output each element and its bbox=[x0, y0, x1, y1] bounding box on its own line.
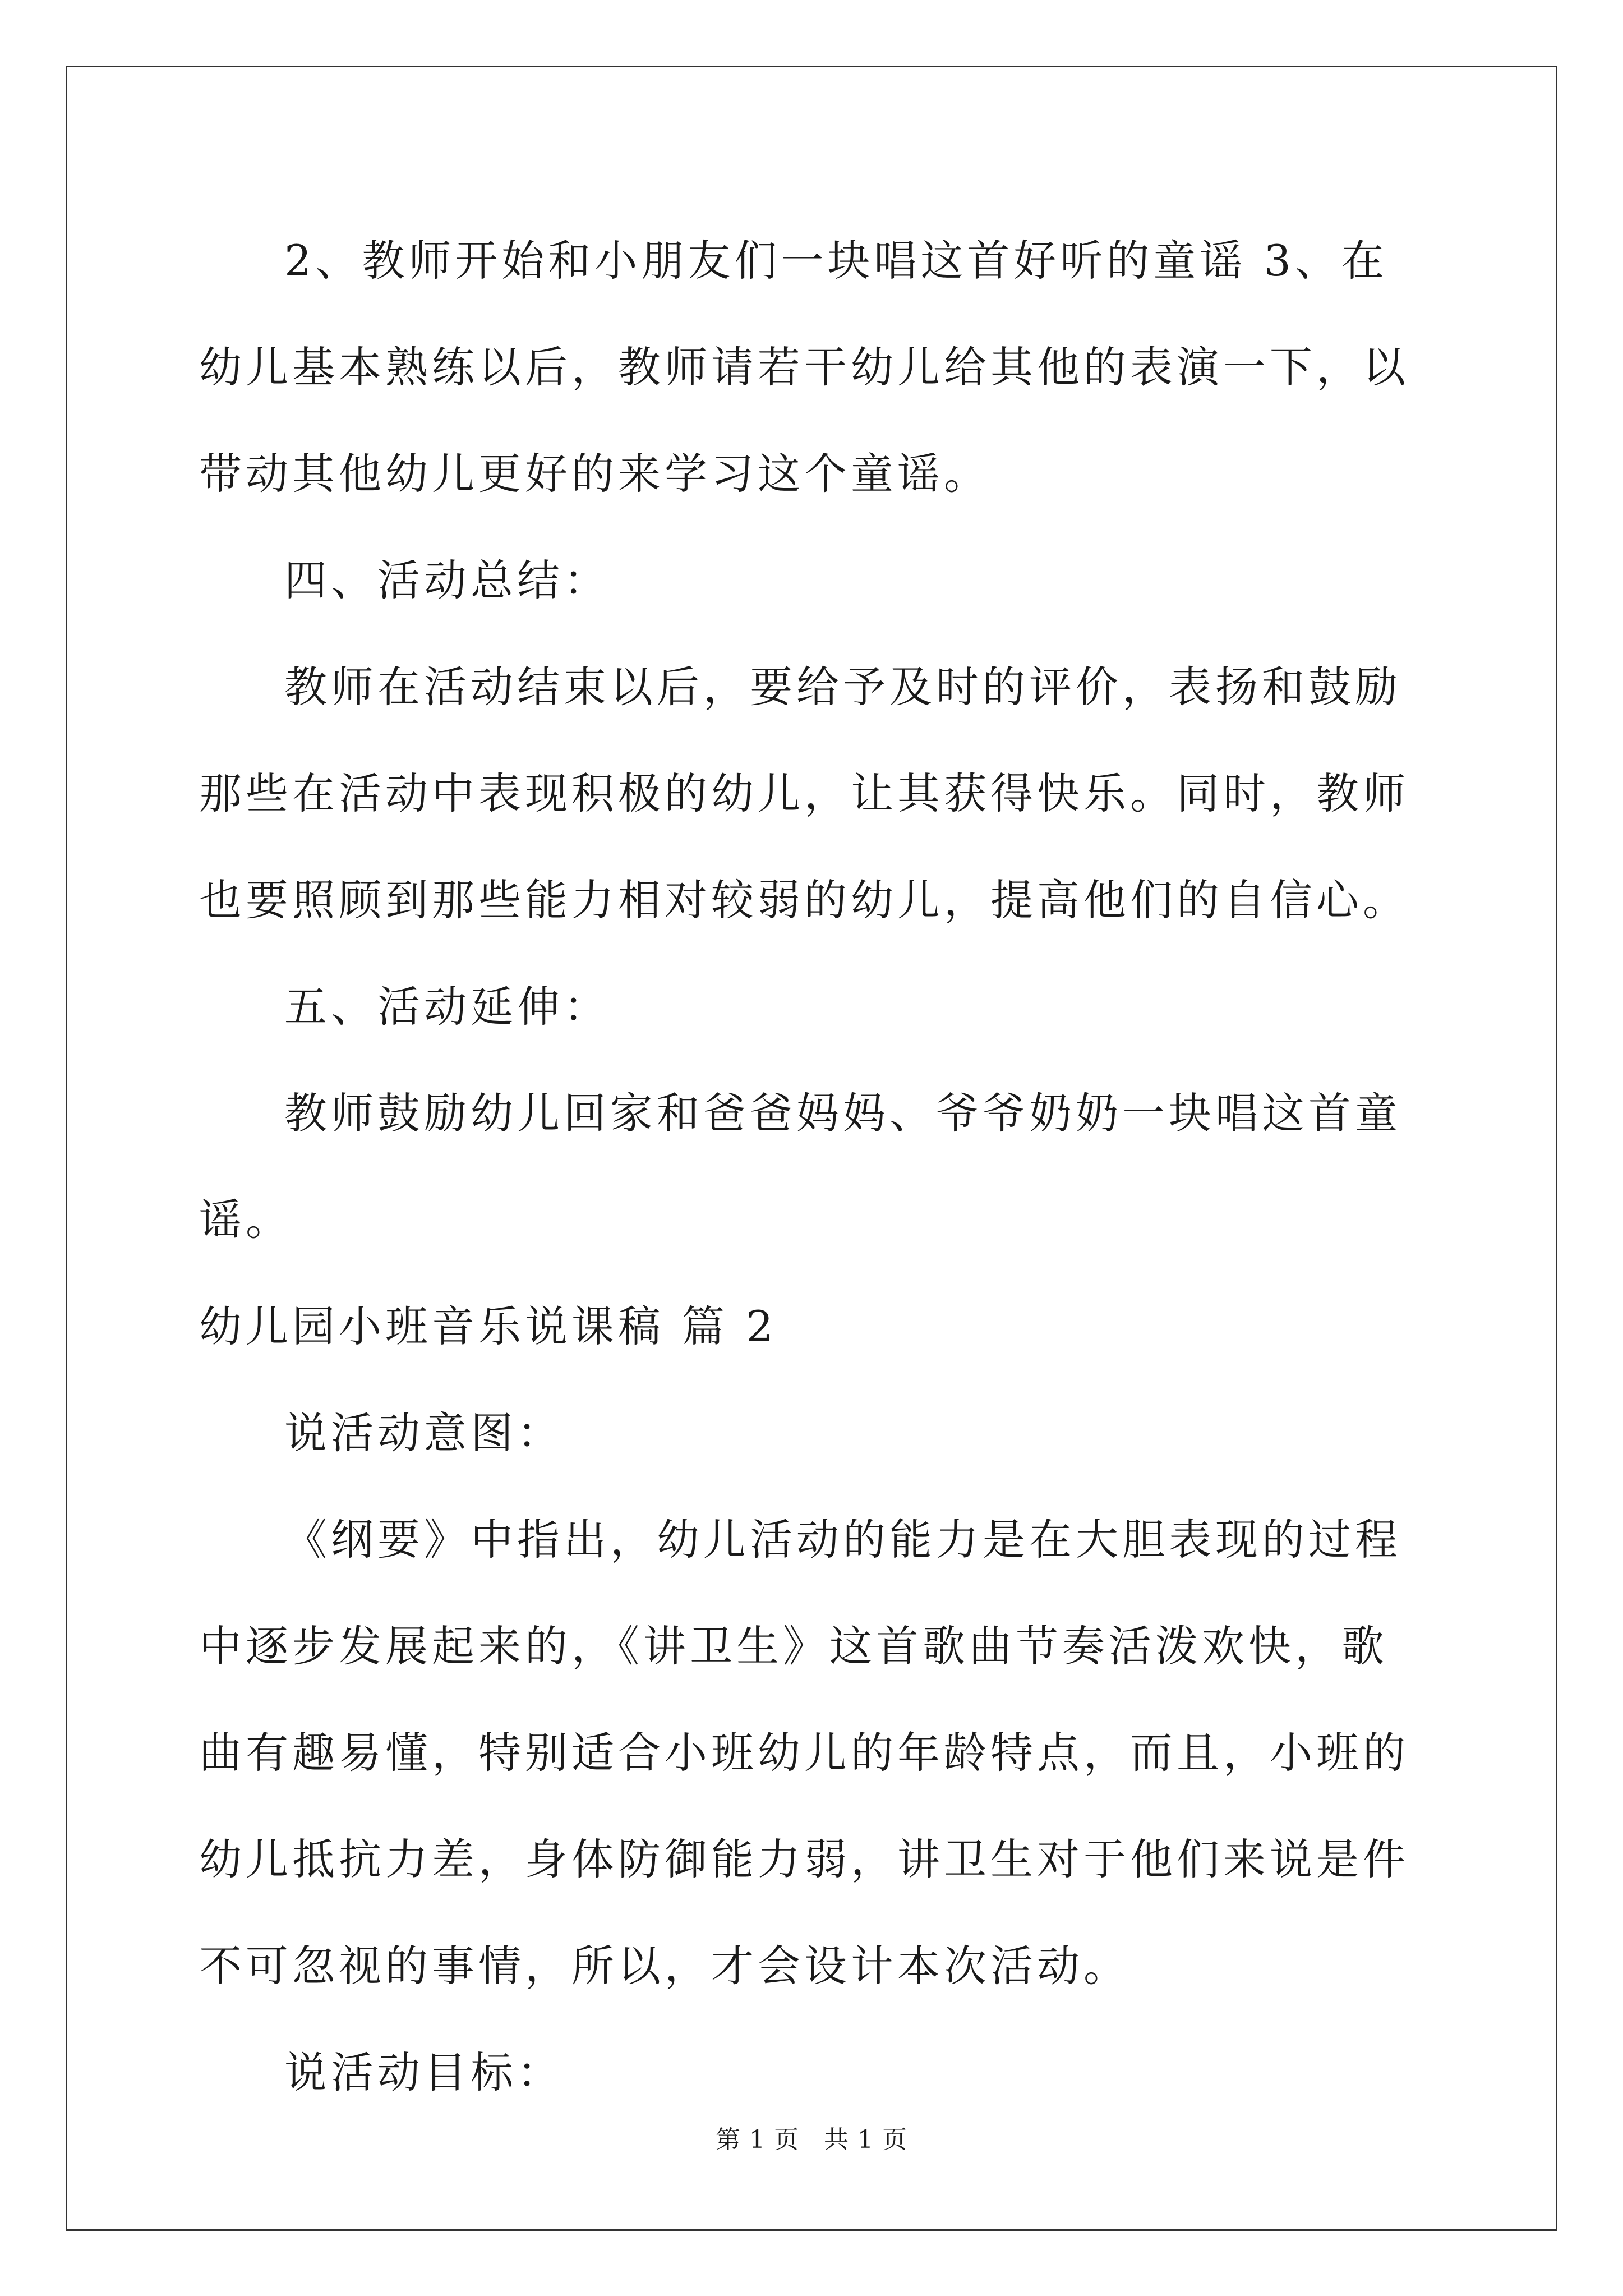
paragraph-intent: 《纲要》中指出，幼儿活动的能力是在大胆表现的过程中逐步发展起来的，《讲卫生》这首歌曲节奏活泼欢快，歌曲有趣易懂，特别适合小班幼儿的年龄特点，而且，小班的幼儿抵抗力差，身体防御能力弱，讲卫生对于他们来说是件不可忽视的事情，所以，才会设计本次活动。 bbox=[199, 1515, 1409, 1991]
page-number-current: 第 1 页 bbox=[716, 2125, 799, 2154]
page-footer bbox=[0, 2123, 1623, 2157]
paragraph-extension: 教师鼓励幼儿回家和爸爸妈妈、爷爷奶奶一块唱这首童谣。 bbox=[199, 1088, 1401, 1245]
heading-activity-summary: 四、活动总结： bbox=[284, 555, 610, 605]
document-body bbox=[199, 208, 1433, 2126]
heading-activity-goals: 说活动目标： bbox=[284, 2047, 564, 2097]
section-title: 幼儿园小班音乐说课稿 篇 2 bbox=[199, 1301, 777, 1351]
page-number-total: 共 1 页 bbox=[824, 2125, 907, 2154]
paragraph-summary: 教师在活动结束以后，要给予及时的评价，表扬和鼓励那些在活动中表现积极的幼儿，让其获得快乐。同时，教师也要照顾到那些能力相对较弱的幼儿，提高他们的自信心。 bbox=[199, 662, 1409, 925]
heading-activity-intent: 说活动意图： bbox=[284, 1408, 564, 1458]
paragraph-song-practice: 2、教师开始和小朋友们一块唱这首好听的童谣 3、在幼儿基本熟练以后，教师请若干幼儿给其他的表演一下，以带动其他幼儿更好的来学习这个童谣。 bbox=[199, 236, 1409, 499]
heading-activity-extension: 五、活动延伸： bbox=[284, 982, 610, 1032]
